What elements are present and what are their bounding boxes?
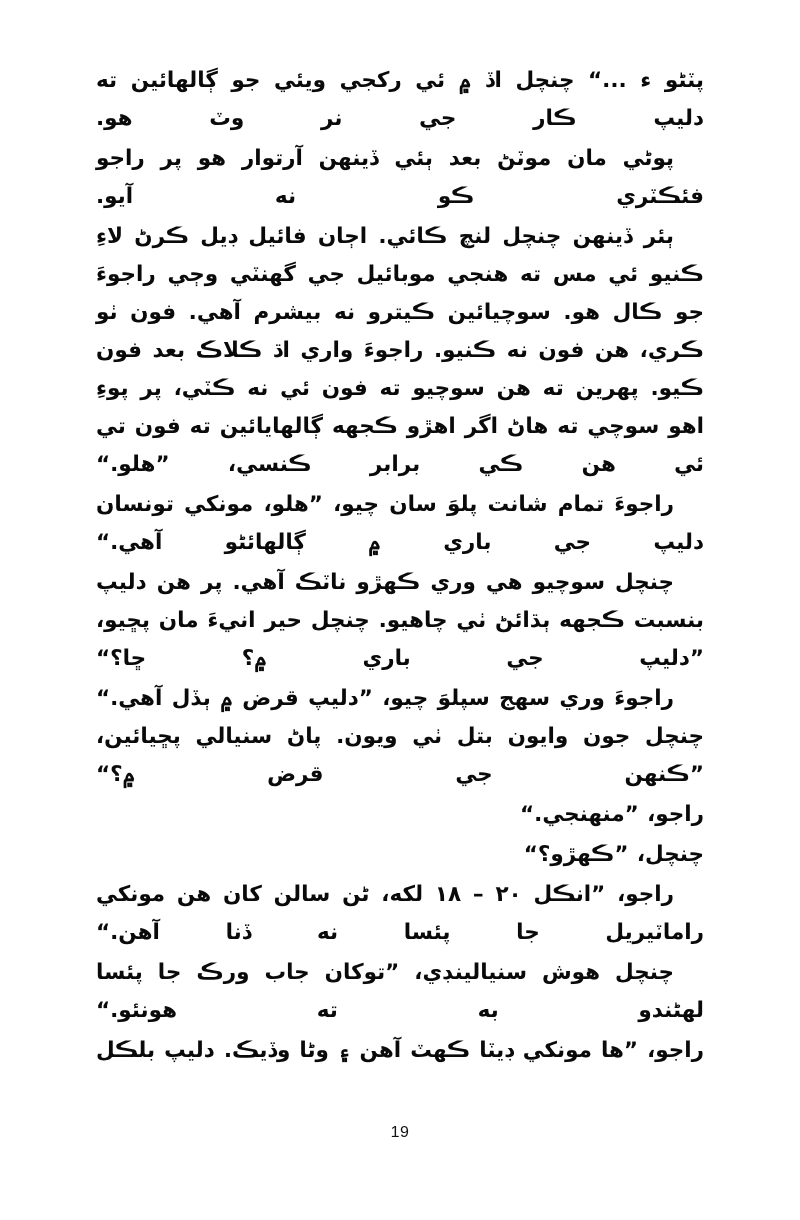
paragraph-11: راجو، ”ها مونکي ڊيٽا ڪهٽ آهن ۽ وٹا وڏيڪ. دليپ بلڪل [96,1038,704,1063]
paragraph-9: راجو، ”انڪل ٢٠ – ١٨ لکه، ٹن سالن کان هن مونکي راماٽيريل جا پئسا نه ڏنا آهن.“ [96,882,704,945]
paragraph-10: چنچل هوش سنيالينڊي، ”توکان جاب ورڪ جا پئسا لهٹندو به ته هونئو.“ [96,960,704,1023]
page-number: 19 [390,1124,410,1141]
paragraph-7: راجو، ”منهنجي.“ [520,802,704,827]
paragraph-6: راجوءَ وري سهج سپلوَ چيو، ”دليپ قرض ۾ ٻڏل آهي.“ چنچل جون وايون بتل ٺي ويون. پاڻ سنيالي پڇيائين، ”ڪنهن جي قرض ۾؟“ [96,686,704,787]
paragraph-2: پوڻي مان موٽڻ بعد ٻئي ڏينهن آرتوار هو پر راجو فئڪٽري ڪو نه آيو. [96,146,704,209]
body-text-block [96,62,704,1072]
paragraph-3: ٻئر ڏينهن چنچل لنچ ڪائي. اڄان فائيل ڊيل ڪرڻ لاءِ ڪنيو ئي مس ته هنجي موبائيل جي گهنٽي وڄي راجوءَ جو ڪال هو. سوچيائين ڪيترو نه بيشرم آهي. فون ٺو ڪري، هن فون نه ڪنيو. راجوءَ واري اڌ ڪلاڪ بعد فون ڪيو. پهرين ته هن سوچيو ته فون ئي نه ڪٽي، پر پوءِ اهو سوچي ته هاڻ اگر اهڙو ڪجهه ڳالهايائين ته فون تي ئي هن ڪي برابر ڪنسي، ”هلو.“ [96,224,704,477]
paragraph-4: راجوءَ تمام شانت پلوَ سان چيو، ”هلو، مونکي تونسان دليپ جي باري ۾ ڳالهائڻو آهي.“ [96,492,704,555]
paragraph-1: پٽڻو ء ...“ چنچل اڏ ۾ ئي رکجي ويئي جو ڳالهائين ته دليپ ڪار جي نر وٽ هو. [96,68,704,131]
paragraph-8: چنچل، ”ڪهڙو؟“ [523,842,704,867]
paragraph-5: چنچل سوچيو هي وري ڪهڙو ناٽڪ آهي. پر هن دليپ بنسبت ڪجهه ٻڌائڻ ٺي چاهيو. چنچل حير انيءَ مان پڇيو، ”دليپ جي باري ۾؟ ڇا؟“ [96,570,704,671]
